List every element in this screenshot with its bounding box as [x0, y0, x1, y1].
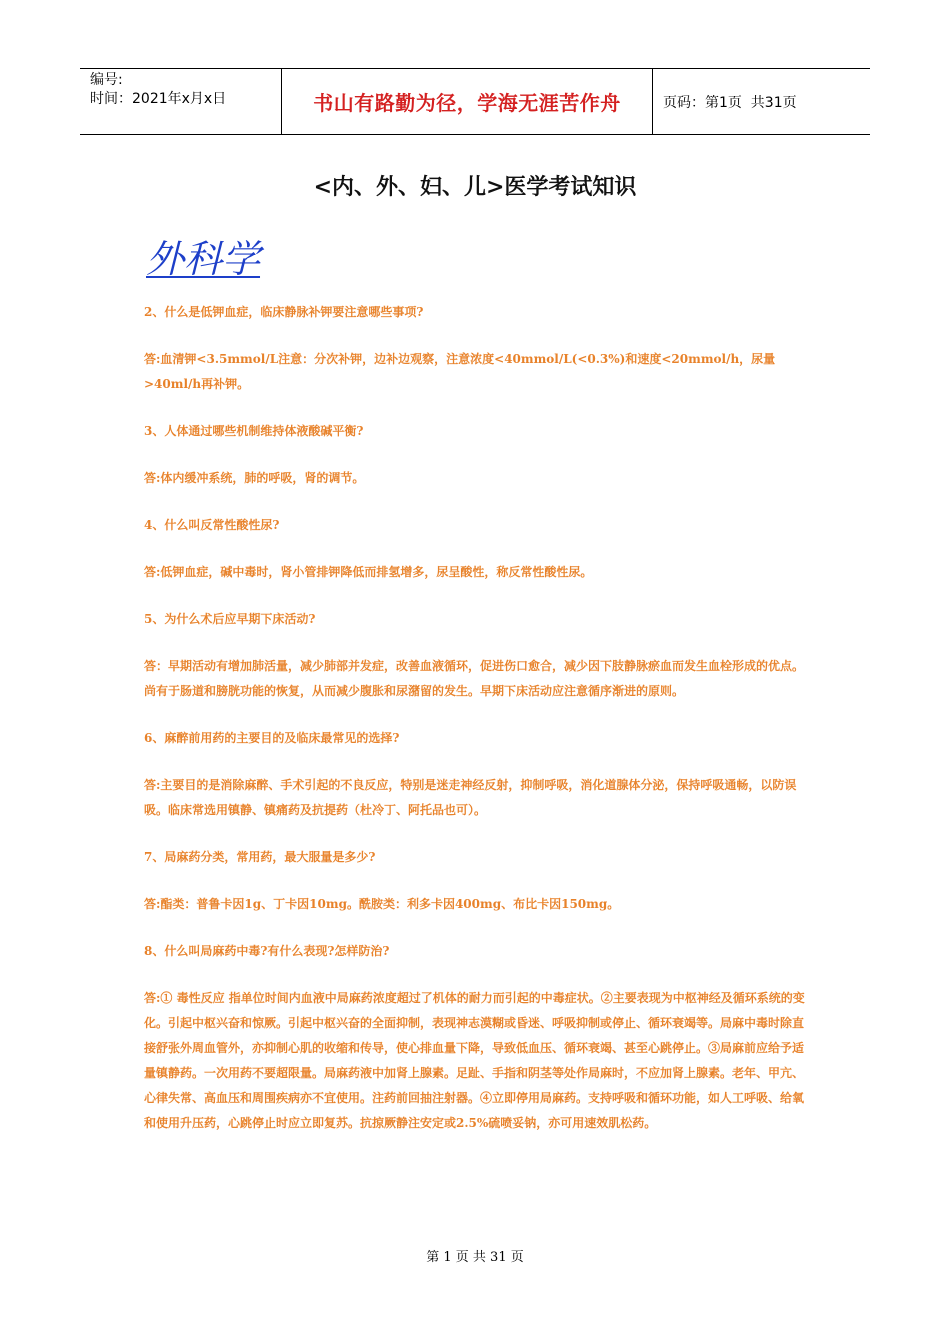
answer: 答:低钾血症，碱中毒时，肾小管排钾降低而排氢增多，尿呈酸性，称反常性酸性尿。 — [144, 565, 593, 579]
answer: 答:血清钾<3.5mmol/L注意：分次补钾，边补边观察，注意浓度<40mmol/L(<0.3%)和速度<20mmol/h，尿量>40ml/h再补钾。 — [144, 352, 776, 391]
header-table — [80, 68, 870, 135]
question: 7、局麻药分类，常用药，最大服量是多少? — [144, 850, 376, 864]
question: 8、什么叫局麻药中毒?有什么表现?怎样防治? — [144, 944, 390, 958]
answer: 答：早期活动有增加肺活量，减少肺部并发症，改善血液循环，促进伤口愈合，减少因下肢静脉瘀血而发生血栓形成的优点。尚有于肠道和膀胱功能的恢复，从而减少腹胀和尿潴留的发生。早期下床活动应注意循序渐进的原则。 — [144, 659, 805, 698]
header-page-info: 页码：第1页 共31页 — [663, 94, 797, 111]
question: 5、为什么术后应早期下床活动? — [144, 612, 316, 626]
answer: 答:酯类：普鲁卡因1g、丁卡因10mg。酰胺类：利多卡因400mg、布比卡因150mg。 — [144, 897, 620, 911]
document-date: 时间：2021年x月x日 — [90, 91, 227, 107]
answer: 答:① 毒性反应 指单位时间内血液中局麻药浓度超过了机体的耐力而引起的中毒症状。②主要表现为中枢神经及循环系统的变化。引起中枢兴奋和惊厥。引起中枢兴奋的全面抑制，表现神志漠糊或昏迷、呼吸抑制或停止、循环衰竭等。局麻中毒时除直接舒张外周血管外，亦抑制心肌的收缩和传导，使心排血量下降，导致低血压、循环衰竭、甚至心跳停止。③局麻前应给予适量镇静药。一次用药不要超限量。局麻药液中加肾上腺素。足趾、手指和阴茎等处作局麻时，不应加肾上腺素。老年、甲亢、心律失常、高血压和周围疾病亦不宜使用。注药前回抽注射器。④立即停用局麻药。支持呼吸和循环功能，如人工呼吸、给氧和使用升压药，心跳停止时应立即复苏。抗掠厥静注安定或2.5%硫喷妥钠，亦可用速效肌松药。 — [144, 991, 805, 1130]
header-meta-cell — [80, 69, 282, 134]
header-motto: 书山有路勤为径，学海无涯苦作舟 — [282, 69, 653, 134]
answer: 答:体内缓冲系统，肺的呼吸，肾的调节。 — [144, 471, 365, 485]
page-footer: 第 1 页 共 31 页 — [426, 1250, 524, 1265]
question: 2、什么是低钾血症，临床静脉补钾要注意哪些事项? — [144, 305, 424, 319]
answer: 答:主要目的是消除麻醉、手术引起的不良反应，特别是迷走神经反射，抑制呼吸，消化道腺体分泌，保持呼吸通畅，以防误吸。临床常选用镇静、镇痛药及抗提药（杜冷丁、阿托品也可）。 — [144, 778, 797, 817]
document-title: <内、外、妇、儿>医学考试知识 — [313, 174, 637, 200]
qa-content — [144, 300, 806, 1158]
question: 6、麻醉前用药的主要目的及临床最常见的选择? — [144, 731, 400, 745]
question: 3、人体通过哪些机制维持体液酸碱平衡? — [144, 424, 364, 438]
section-title: 外科学 — [146, 237, 261, 281]
header-page-info-cell — [653, 69, 870, 134]
question: 4、什么叫反常性酸性尿? — [144, 518, 280, 532]
document-number-label: 编号: — [90, 72, 123, 88]
